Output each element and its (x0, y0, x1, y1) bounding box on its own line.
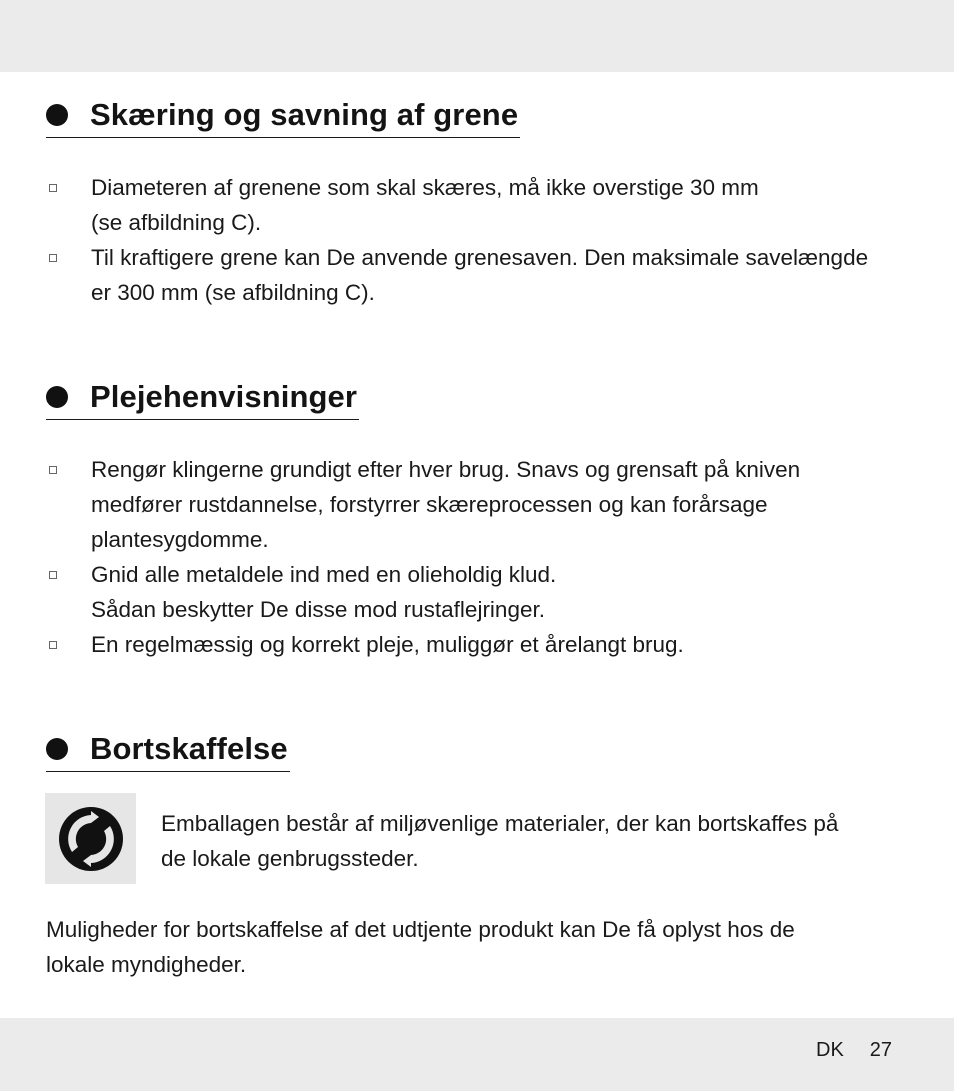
page-number: 27 (869, 1039, 893, 1061)
section-heading-disposal (46, 727, 290, 772)
list-item-line: medfører rustdannelse, forstyrrer skæreprocessen og kan forårsage (91, 492, 768, 517)
list-item (46, 627, 926, 662)
section-heading-cutting (46, 93, 520, 138)
list-item-line: er 300 mm (se afbildning C). (91, 280, 375, 305)
paragraph-line: de lokale genbrugssteder. (161, 846, 419, 871)
header-band (0, 0, 954, 72)
care-list (46, 452, 926, 662)
list-item-line: plantesygdomme. (91, 527, 269, 552)
list-item (46, 240, 926, 310)
page-footer (816, 1034, 892, 1066)
bullet-dot-icon (46, 104, 68, 126)
checkbox-bullet-icon (49, 641, 57, 649)
checkbox-bullet-icon (49, 571, 57, 579)
language-code: DK (816, 1039, 844, 1061)
checkbox-bullet-icon (49, 184, 57, 192)
paragraph-line: Emballagen består af miljøvenlige materialer, der kan bortskaffes på (161, 811, 839, 836)
checkbox-bullet-icon (49, 254, 57, 262)
cutting-list (46, 170, 926, 310)
bullet-dot-icon (46, 738, 68, 760)
list-item-line: Gnid alle metaldele ind med en olieholdig klud. (91, 562, 557, 587)
list-item-line: Sådan beskytter De disse mod rustaflejringer. (91, 597, 545, 622)
heading-title: Plejehenvisninger (90, 379, 358, 414)
list-item-line: Rengør klingerne grundigt efter hver brug. Snavs og grensaft på kniven (91, 457, 801, 482)
list-item (46, 557, 926, 627)
heading-title: Skæring og savning af grene (90, 97, 519, 132)
green-dot-recycling-icon (58, 806, 124, 872)
recycle-text (161, 806, 838, 876)
recycle-logo-box (45, 793, 136, 884)
disposal-paragraph (46, 912, 795, 982)
list-item-line: (se afbildning C). (91, 210, 262, 235)
list-item-line: En regelmæssig og korrekt pleje, muliggør et årelangt brug. (91, 632, 684, 657)
paragraph-line: lokale myndigheder. (46, 952, 247, 977)
footer-band (0, 1018, 954, 1091)
list-item-line: Diameteren af grenene som skal skæres, må ikke overstige 30 mm (91, 175, 759, 200)
paragraph-line: Muligheder for bortskaffelse af det udtjente produkt kan De få oplyst hos de (46, 917, 795, 942)
bullet-dot-icon (46, 386, 68, 408)
checkbox-bullet-icon (49, 466, 57, 474)
list-item-line: Til kraftigere grene kan De anvende grenesaven. Den maksimale savelængde (91, 245, 869, 270)
list-item (46, 452, 926, 557)
list-item (46, 170, 926, 240)
heading-title: Bortskaffelse (90, 731, 288, 766)
section-heading-care (46, 375, 359, 420)
